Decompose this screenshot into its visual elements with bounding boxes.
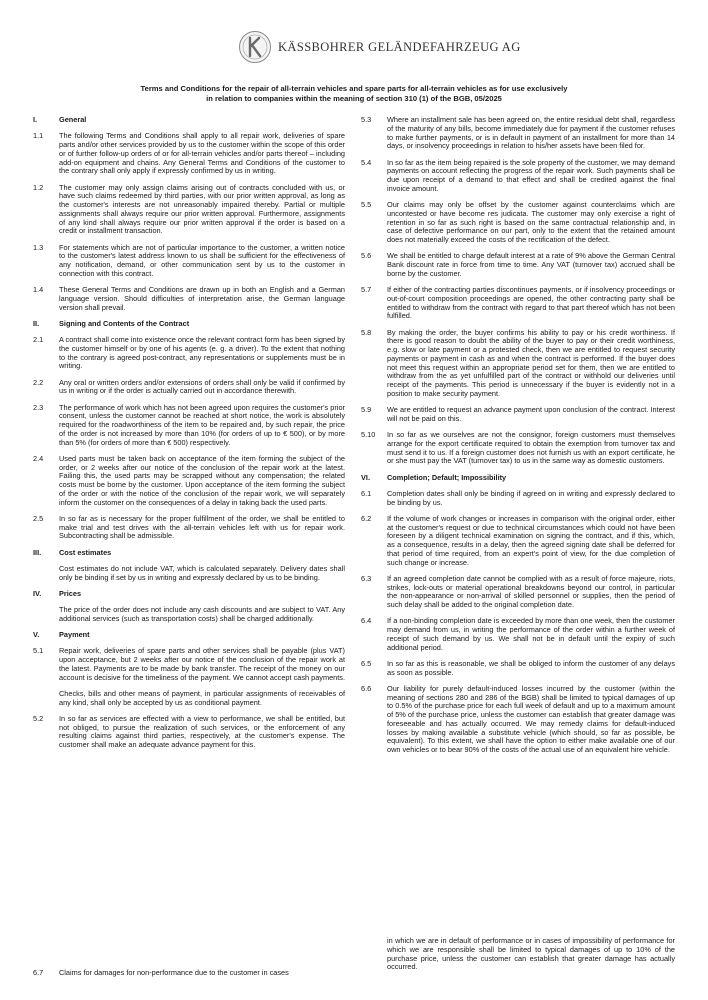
clause-number: 5.4 bbox=[361, 157, 372, 167]
clause-number: 1.3 bbox=[33, 242, 44, 252]
clause-text: In so far as is necessary for the proper fulfillment of the order, we shall be entitled to make trial and test drives with the all-terrain vehicles left with us for repair work. Subcontracting shall be admissible. bbox=[59, 513, 345, 541]
clause bbox=[33, 515, 345, 541]
clause-number: 2.5 bbox=[33, 513, 44, 523]
section-title: Prices bbox=[59, 588, 82, 598]
clause-number: 6.6 bbox=[361, 683, 372, 693]
title-line-1: Terms and Conditions for the repair of all-terrain vehicles and spare parts for all-terrain vehicles as for use exclusively bbox=[140, 84, 568, 93]
clause bbox=[361, 159, 675, 194]
clause bbox=[33, 379, 345, 397]
clause-6-7-continued: in which we are in default of performance or in cases of impossibility of performance for which we are responsible shall be limited to typical damages of up to 10% of the purchase price, unless the customer can establish that greater damage has actually occurred. bbox=[387, 936, 675, 972]
clause-number: 1.1 bbox=[33, 131, 44, 141]
clause bbox=[361, 617, 675, 652]
clause-text: Any oral or written orders and/or extensions of orders shall only be valid if confirmed by us in writing or if the order is actually carried out in accordance therewith. bbox=[59, 377, 345, 396]
clause-text: Where an installment sale has been agreed on, the entire residual debt shall, regardless of the maturity of any bills, become immediately due for payment if the customer refuses to make further payments, or is in default in payment of an installment for more than 14 days, or insolvency proceedings in relation to his/her assets have been filed for. bbox=[387, 115, 675, 151]
clause bbox=[33, 132, 345, 176]
clause bbox=[33, 286, 345, 312]
section-heading bbox=[33, 320, 345, 329]
letterhead bbox=[0, 30, 708, 68]
right-column bbox=[361, 116, 675, 762]
clause-number: 2.1 bbox=[33, 335, 44, 344]
clause-number: 1.2 bbox=[33, 182, 44, 192]
clause bbox=[33, 336, 345, 371]
clause bbox=[361, 201, 675, 245]
clause-text: The performance of work which has not been agreed upon requires the customer's prior consent, unless the customer cannot be reached at short notice, the work is absolutely required for the roadworthiness of the item to be repaired and, by such repair, the price of the order is not increased by more than 10% (for orders of up to € 500), or by more than 5% (for orders of more than € 500) respectively. bbox=[59, 402, 345, 447]
section-heading bbox=[33, 631, 345, 640]
left-column bbox=[33, 116, 345, 757]
clause-number: 6.5 bbox=[361, 658, 372, 668]
paragraph: Checks, bills and other means of payment, in particular assignments of receivables of any kind, shall only be accepted by us as conditional payment. bbox=[59, 688, 345, 707]
document-title bbox=[60, 84, 648, 103]
clause-text: In so far as we ourselves are not the consignor, foreign customers must themselves arrange for the export certificate required to obtain the exemption from turnover tax and must send it to us. If a foreign customer does not furnish us with an export certificate, he or she must pay the VAT (turnover tax) to us in the same way as domestic customers. bbox=[387, 430, 675, 466]
clause bbox=[33, 455, 345, 508]
clause-text: For statements which are not of particular importance to the customer, a written notice to the customer's latest address known to us shall be sufficient for the effectiveness of any notification, demand, or other communication sent by us to the customer in connection with this contract. bbox=[59, 242, 345, 278]
company-logo-icon bbox=[238, 30, 272, 64]
section-number: II. bbox=[33, 318, 40, 328]
section-title: General bbox=[59, 115, 87, 124]
section-number: III. bbox=[33, 547, 42, 557]
clause-text: Our claims may only be offset by the customer against counterclaims which are uncontested or have become res judicata. The customer may only exercise a right of retention in so far as such right is based on the same contractual relationship and, in case of defective performance on our part, only to the extent that the retained amount does not materially exceed the costs of the rectification of the defect. bbox=[387, 200, 675, 244]
clause-number: 5.3 bbox=[361, 115, 372, 124]
clause bbox=[33, 404, 345, 448]
clause bbox=[361, 490, 675, 508]
clause-number: 5.8 bbox=[361, 327, 372, 337]
clause-text: Claims for damages for non-performance due to the customer in cases bbox=[59, 968, 289, 977]
clause-text: The customer may only assign claims arising out of contracts concluded with us, or have such claims redeemed by third parties, with our prior written approval, as long as the customer's interests are not unreasonably impaired thereby. Partial or multiple assignments shall always require our prior written approval. Furthermore, assignments of any kind shall always require our prior written approval if the order is based on a credit or installment transaction. bbox=[59, 182, 345, 236]
clause bbox=[361, 252, 675, 278]
section-number: I. bbox=[33, 115, 38, 124]
clause bbox=[361, 286, 675, 321]
clause-text: Used parts must be taken back on acceptance of the item forming the subject of the order, or 2 weeks after our notice of the conclusion of the repair work at the latest. Failing this, the used parts may be scrapped without any compensation; the related costs must be borne by the customer. Upon acceptance of the item forming the subject of the order or with the notice of the conclusion of the repair work, we will separately inform the customer on the consequences of a delay in taking back the used parts. bbox=[59, 453, 345, 507]
clause bbox=[361, 406, 675, 424]
section-number: V. bbox=[33, 630, 40, 639]
clause bbox=[361, 575, 675, 610]
clause-text: The following Terms and Conditions shall apply to all repair work, deliveries of spare parts and/or other services provided by us to the customer within the scope of this order or of further follow-up orders of or for all-terrain vehicles and/or parts thereof – including add-on equipment and chains. Any General Terms and Conditions of the customer to the contrary shall only apply if expressly confirmed by us in writing. bbox=[59, 131, 345, 176]
clause-number: 1.4 bbox=[33, 285, 44, 294]
clause-number: 5.5 bbox=[361, 200, 372, 209]
clause bbox=[361, 685, 675, 755]
clause-text: Our liability for purely default-induced losses incurred by the customer (within the meaning of sections 280 and 286 of the BGB) shall be limited to typical damages of up to 0.5% of the purchase price for each full week of default and up to a maximum amount of 5% of the purchase price, unless the customer can establish that greater damage was foreseeable and has actually occurred. We may remedy claims for default-induced losses by making available a substitute vehicle (which should, so far as possible, be equivalent). To this extent, we shall have the option to either make available one of our own vehicles or to bear 90% of the costs of the actual use of an equivalent hire vehicle. bbox=[387, 683, 675, 754]
clause-number: 5.7 bbox=[361, 285, 372, 294]
company-name: KÄSSBOHRER GELÄNDEFAHRZEUG AG bbox=[278, 40, 521, 54]
clause-text: If the volume of work changes or increases in comparison with the original order, either at the customer's request or due to technical circumstances which could not have been foreseen by a diligent technical examination on signing the contract, and if this, which, as a consequence, results in a delay, then the agreed signing date shall be deferred for that period of time required, from an expert's point of view, for the due completion of such change or increase. bbox=[387, 513, 675, 567]
clause-text: If either of the contracting parties discontinues payments, or if insolvency proceedings or out-of-court composition proceedings are opened, the other contracting party shall be entitled to withdraw from the contract with regard to that part thereof which has not been fulfilled. bbox=[387, 285, 675, 321]
clause-number: 2.4 bbox=[33, 453, 44, 463]
section-heading bbox=[33, 116, 345, 125]
section-number: VI. bbox=[361, 472, 370, 482]
clause-text: If a non-binding completion date is exceeded by more than one week, then the customer may demand from us, in writing the performance of the order within a further week of receipt of such demand by us. We shall not be in default until the expiry of such additional period. bbox=[387, 616, 675, 652]
clause bbox=[361, 660, 675, 678]
clause bbox=[361, 116, 675, 151]
clause-text: These General Terms and Conditions are drawn up in both an English and a German language version. Should difficulties of interpretation arise, the German language version shall prevail. bbox=[59, 285, 345, 312]
section-title: Signing and Contents of the Contract bbox=[59, 318, 190, 328]
clause-number: 5.6 bbox=[361, 251, 372, 261]
clause-6-7 bbox=[33, 969, 345, 978]
clause-text: We are entitled to request an advance payment upon conclusion of the contract. Interest will not be paid on this. bbox=[387, 405, 675, 423]
section-title: Cost estimates bbox=[59, 547, 112, 557]
clause bbox=[361, 329, 675, 399]
section-title: Payment bbox=[59, 630, 90, 639]
clause-text: A contract shall come into existence once the relevant contract form has been signed by the customer himself or by one of his agents (e. g. a driver). To the extent that nothing to the contrary is agreed post-contract, any representations or supplements must be in writing. bbox=[59, 335, 345, 371]
clause-text: In so far as this is reasonable, we shall be obliged to inform the customer of any delays as soon as possible. bbox=[387, 658, 675, 677]
clause-number: 5.9 bbox=[361, 405, 372, 414]
clause-text: If an agreed completion date cannot be complied with as a result of force majeure, riots, strikes, lock-outs or material operational breakdowns beyond our control, in particular the non-appearance or non-arrival of skilled personnel or supplies, then the period of such delay shall be added to the original completion date. bbox=[387, 573, 675, 609]
clause bbox=[33, 715, 345, 750]
section-number: IV. bbox=[33, 588, 42, 598]
clause-number: 6.2 bbox=[361, 513, 372, 523]
clause-number: 6.7 bbox=[33, 968, 44, 977]
clause bbox=[361, 515, 675, 568]
clause-number: 6.4 bbox=[361, 616, 372, 626]
paragraph: The price of the order does not include any cash discounts and are subject to VAT. Any additional services (such as transportation costs) shall be charged additionally. bbox=[59, 605, 345, 623]
clause-number: 5.1 bbox=[33, 646, 44, 656]
section-heading bbox=[33, 590, 345, 599]
clause-text: We shall be entitled to charge default interest at a rate of 9% above the German Central Bank discount rate in force from time to time. Any VAT (turnover tax) accrued shall be borne by the customer. bbox=[387, 251, 675, 278]
section-heading bbox=[33, 549, 345, 558]
clause bbox=[33, 244, 345, 279]
clause-text: By making the order, the buyer confirms his ability to pay or his credit worthiness. If there is good reason to doubt the ability of the buyer to pay or their credit worthiness, e.g. slow or late payment or a protested check, then we are entitled to request security payments or payment in cash as and when the contract is performed. If the buyer does not meet this request within an appropriate period set for them, then we are entitled to withdraw from the as yet unfulfilled part of the contract or withhold our deliveries until receipt of the payments. This period is unnecessary if the buyer is evidently not in a position to make security payment. bbox=[387, 327, 675, 398]
clause-number: 6.1 bbox=[361, 488, 372, 498]
clause-number: 5.10 bbox=[361, 430, 376, 439]
clause-text: Completion dates shall only be binding if agreed on in writing and expressly declared to be binding by us. bbox=[387, 488, 675, 507]
title-line-2: in relation to companies within the meaning of section 310 (1) of the BGB, 05/2025 bbox=[206, 93, 502, 103]
clause bbox=[33, 647, 345, 682]
clause bbox=[33, 184, 345, 237]
section-heading bbox=[361, 474, 675, 483]
clause-number: 2.3 bbox=[33, 402, 44, 412]
paragraph: Cost estimates do not include VAT, which is calculated separately. Delivery dates shall only be binding if set by us in writing and expressly declared by us to be binding. bbox=[59, 563, 345, 582]
clause-number: 2.2 bbox=[33, 377, 44, 387]
clause bbox=[361, 431, 675, 466]
clause-number: 5.2 bbox=[33, 713, 44, 723]
clause-text: In so far as services are effected with a view to performance, we shall be entitled, but not obliged, to pursue the realization of such services, or the enforcement of any resulting claims against third parties, respectively, at the customer's expense. The customer shall make an adequate advance payment for this. bbox=[59, 713, 345, 749]
clause-number: 6.3 bbox=[361, 573, 372, 583]
clause-text: Repair work, deliveries of spare parts and other services shall be payable (plus VAT) upon acceptance, but 2 weeks after our notice of the conclusion of the repair work at the latest. Payments are to be made by bank transfer. The receipt of the money on our account is decisive for the timeliness of the payment. We cannot accept cash payments. bbox=[59, 646, 346, 682]
clause-text: In so far as the item being repaired is the sole property of the customer, we may demand payments on account reflecting the progress of the repair work. Such payments shall be due upon receipt of a demand to that effect and shall be credited against the final invoice amount. bbox=[387, 157, 675, 193]
section-title: Completion; Default; Impossibility bbox=[387, 472, 507, 482]
